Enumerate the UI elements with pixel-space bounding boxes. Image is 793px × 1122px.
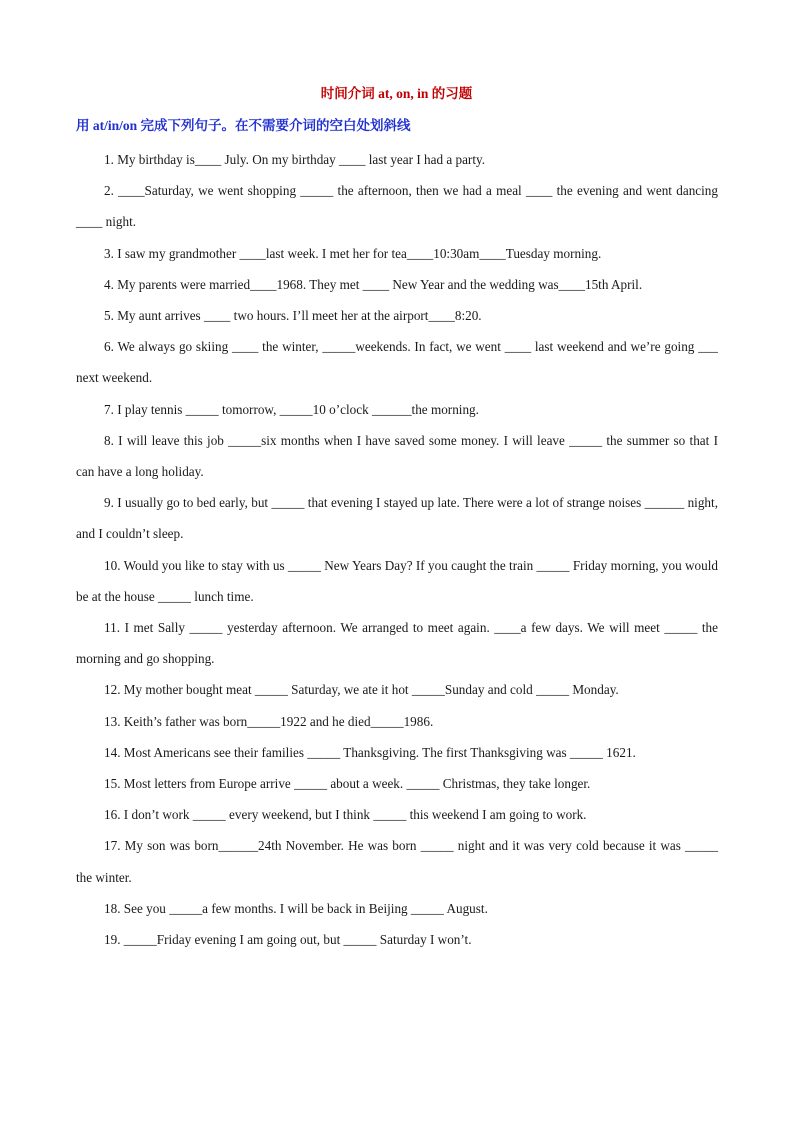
- question-item-5: 5. My aunt arrives ____ two hours. I’ll meet her at the airport____8:20.: [104, 308, 482, 324]
- exercise-instruction: 用 at/in/on 完成下列句子。在不需要介词的空白处划斜线: [76, 118, 411, 133]
- question-item-2: 2. ____Saturday, we went shopping _____ the afternoon, then we had a meal ____ the evening and went dancing ____ night.: [76, 183, 718, 230]
- question-item-4: 4. My parents were married____1968. They met ____ New Year and the wedding was____15th April.: [104, 276, 643, 292]
- question-item-18: 18. See you _____a few months. I will be back in Beijing _____ August.: [104, 900, 488, 916]
- document-title: 时间介词 at, on, in 的习题: [320, 86, 473, 101]
- question-item-15: 15. Most letters from Europe arrive _____ about a week. _____ Christmas, they take longer.: [104, 776, 591, 792]
- question-list: [76, 144, 718, 955]
- question-item-11: 11. I met Sally _____ yesterday afternoon. We arranged to meet again. ____a few days. We will meet _____ the morning and go shopping.: [76, 620, 718, 667]
- question-item-3: 3. I saw my grandmother ____last week. I met her for tea____10:30am____Tuesday morning.: [104, 245, 602, 261]
- question-item-8: 8. I will leave this job _____six months when I have saved some money. I will leave _____ the summer so that I can have a long holiday.: [76, 432, 718, 480]
- question-item-10: 10. Would you like to stay with us _____ New Years Day? If you caught the train _____ Friday morning, you would be at the house _____ lunch time.: [76, 557, 718, 604]
- question-item-7: 7. I play tennis _____ tomorrow, _____10 o’clock ______the morning.: [104, 401, 479, 417]
- question-item-6: 6. We always go skiing ____ the winter, _____weekends. In fact, we went ____ last weekend and we’re going ___ next weekend.: [76, 339, 718, 386]
- question-item-19: 19. _____Friday evening I am going out, but _____ Saturday I won’t.: [104, 932, 472, 948]
- question-item-16: 16. I don’t work _____ every weekend, but I think _____ this weekend I am going to work.: [104, 807, 587, 823]
- question-item-1: 1. My birthday is____ July. On my birthday ____ last year I had a party.: [104, 152, 486, 167]
- question-item-14: 14. Most Americans see their families _____ Thanksgiving. The first Thanksgiving was _____ 1621.: [104, 744, 636, 760]
- question-item-13: 13. Keith’s father was born_____1922 and he died_____1986.: [104, 713, 434, 729]
- question-item-17: 17. My son was born______24th November. He was born _____ night and it was very cold because it was _____ the winter.: [76, 838, 718, 885]
- question-item-9: 9. I usually go to bed early, but _____ that evening I stayed up late. There were a lot of strange noises ______ night, and I couldn’t sleep.: [76, 495, 718, 542]
- question-item-12: 12. My mother bought meat _____ Saturday, we ate it hot _____Sunday and cold _____ Monday.: [104, 682, 619, 698]
